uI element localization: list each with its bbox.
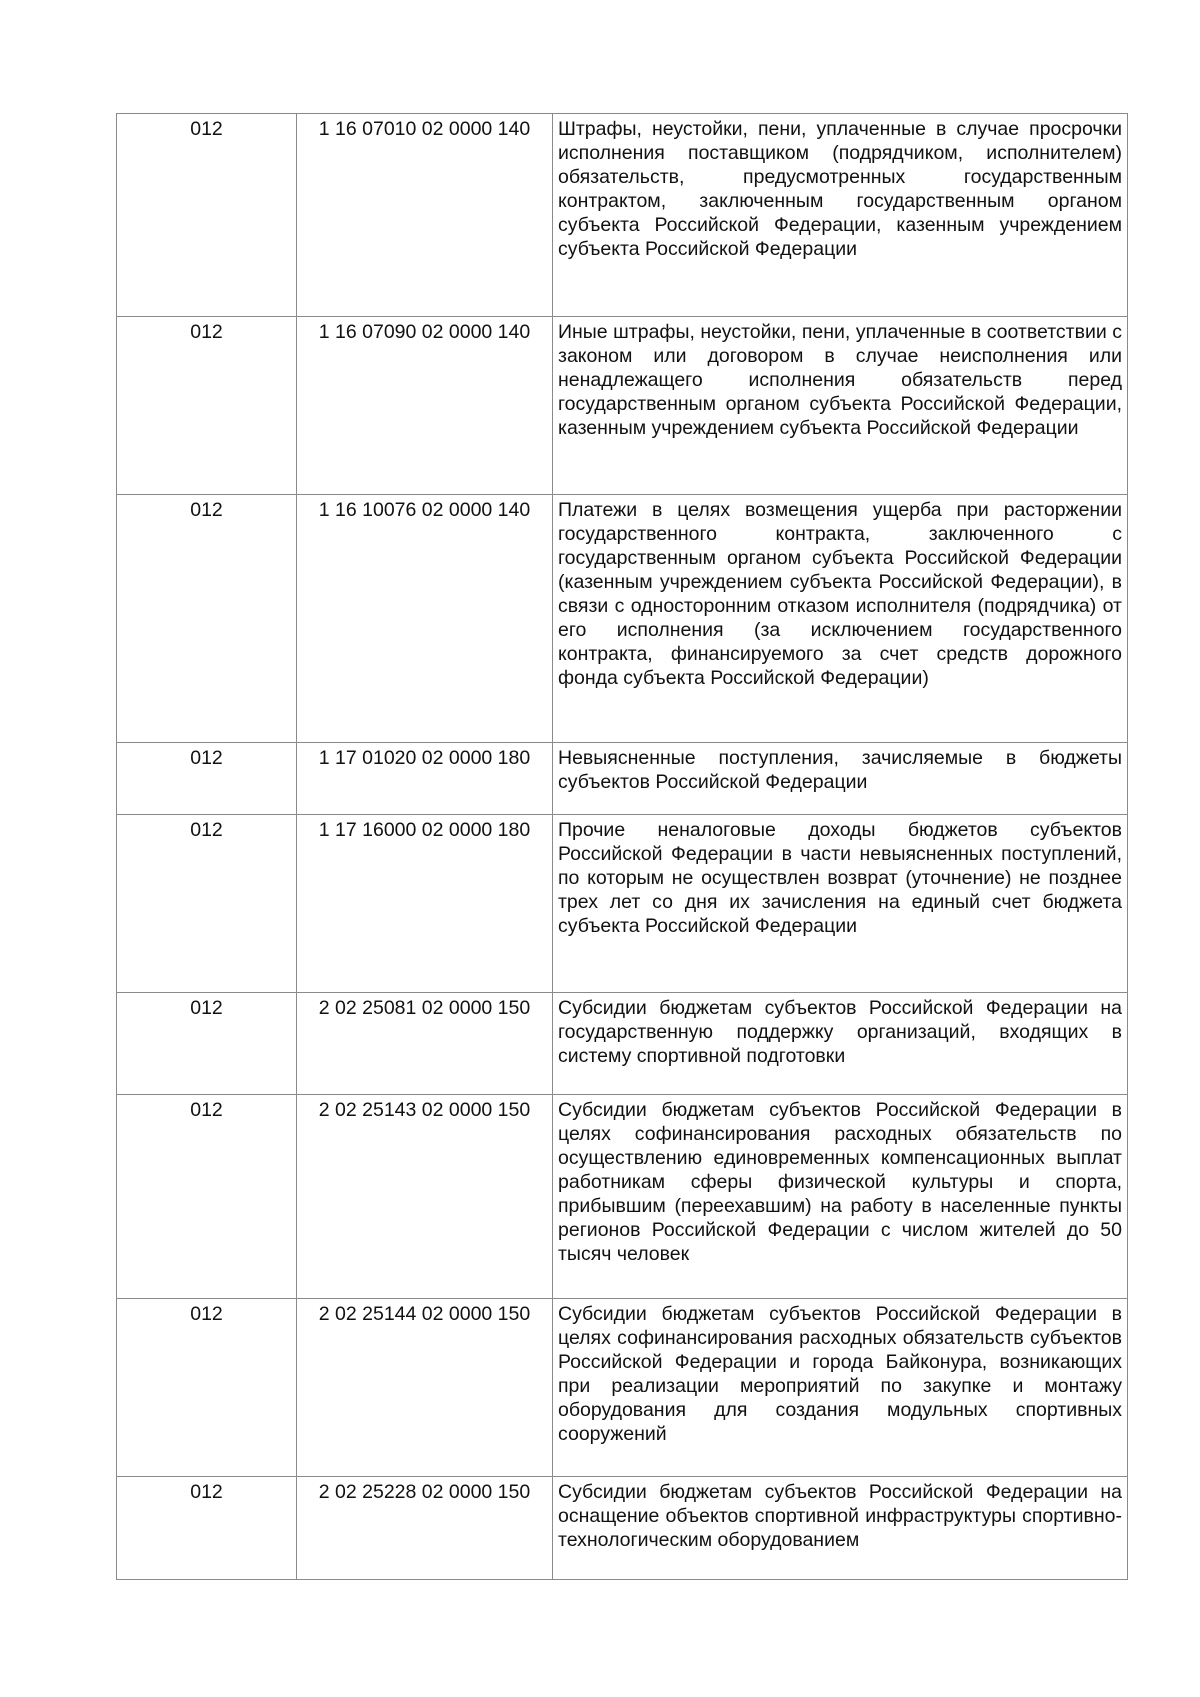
budget-code-cell: 1 17 01020 02 0000 180 — [297, 743, 553, 815]
table-row — [117, 1095, 1128, 1299]
admin-code-cell: 012 — [117, 1299, 297, 1477]
table-row — [117, 1477, 1128, 1580]
revenue-codes-table — [116, 113, 1128, 1580]
table-row — [117, 993, 1128, 1095]
admin-code-cell: 012 — [117, 993, 297, 1095]
table-row — [117, 114, 1128, 317]
budget-code-cell: 2 02 25144 02 0000 150 — [297, 1299, 553, 1477]
admin-code-cell: 012 — [117, 743, 297, 815]
description-cell: Штрафы, неустойки, пени, уплаченные в случае просрочки исполнения поставщиком (подрядчиком, исполнителем) обязательств, предусмотренных государственным контрактом, заключенным государственным органом субъекта Российской Федерации, казенным учреждением субъекта Российской Федерации — [553, 114, 1128, 317]
description-cell: Невыясненные поступления, зачисляемые в бюджеты субъектов Российской Федерации — [553, 743, 1128, 815]
budget-code-cell: 2 02 25228 02 0000 150 — [297, 1477, 553, 1580]
budget-code-cell: 2 02 25143 02 0000 150 — [297, 1095, 553, 1299]
admin-code-cell: 012 — [117, 114, 297, 317]
admin-code-cell: 012 — [117, 495, 297, 743]
description-cell: Субсидии бюджетам субъектов Российской Федерации в целях софинансирования расходных обязательств по осуществлению единовременных компенсационных выплат работникам сферы физической культуры и спорта, прибывшим (переехавшим) на работу в населенные пункты регионов Российской Федерации с числом жителей до 50 тысяч человек — [553, 1095, 1128, 1299]
description-cell: Платежи в целях возмещения ущерба при расторжении государственного контракта, заключенного с государственным органом субъекта Российской Федерации (казенным учреждением субъекта Российской Федерации), в связи с односторонним отказом исполнителя (подрядчика) от его исполнения (за исключением государственного контракта, финансируемого за счет средств дорожного фонда субъекта Российской Федерации) — [553, 495, 1128, 743]
table-row — [117, 743, 1128, 815]
budget-code-cell: 1 16 10076 02 0000 140 — [297, 495, 553, 743]
admin-code-cell: 012 — [117, 317, 297, 495]
admin-code-cell: 012 — [117, 815, 297, 993]
admin-code-cell: 012 — [117, 1477, 297, 1580]
description-cell: Субсидии бюджетам субъектов Российской Федерации на оснащение объектов спортивной инфраструктуры спортивно-технологическим оборудованием — [553, 1477, 1128, 1580]
budget-code-cell: 1 17 16000 02 0000 180 — [297, 815, 553, 993]
table-row — [117, 815, 1128, 993]
table-row — [117, 317, 1128, 495]
table-row — [117, 1299, 1128, 1477]
document-page — [116, 113, 1127, 1580]
description-cell: Субсидии бюджетам субъектов Российской Федерации на государственную поддержку организаций, входящих в систему спортивной подготовки — [553, 993, 1128, 1095]
description-cell: Иные штрафы, неустойки, пени, уплаченные в соответствии с законом или договором в случае неисполнения или ненадлежащего исполнения обязательств перед государственным органом субъекта Российской Федерации, казенным учреждением субъекта Российской Федерации — [553, 317, 1128, 495]
description-cell: Субсидии бюджетам субъектов Российской Федерации в целях софинансирования расходных обязательств субъектов Российской Федерации и города Байконура, возникающих при реализации мероприятий по закупке и монтажу оборудования для создания модульных спортивных сооружений — [553, 1299, 1128, 1477]
admin-code-cell: 012 — [117, 1095, 297, 1299]
budget-code-cell: 1 16 07010 02 0000 140 — [297, 114, 553, 317]
description-cell: Прочие неналоговые доходы бюджетов субъектов Российской Федерации в части невыясненных поступлений, по которым не осуществлен возврат (уточнение) не позднее трех лет со дня их зачисления на единый счет бюджета субъекта Российской Федерации — [553, 815, 1128, 993]
budget-code-cell: 1 16 07090 02 0000 140 — [297, 317, 553, 495]
table-row — [117, 495, 1128, 743]
budget-code-cell: 2 02 25081 02 0000 150 — [297, 993, 553, 1095]
